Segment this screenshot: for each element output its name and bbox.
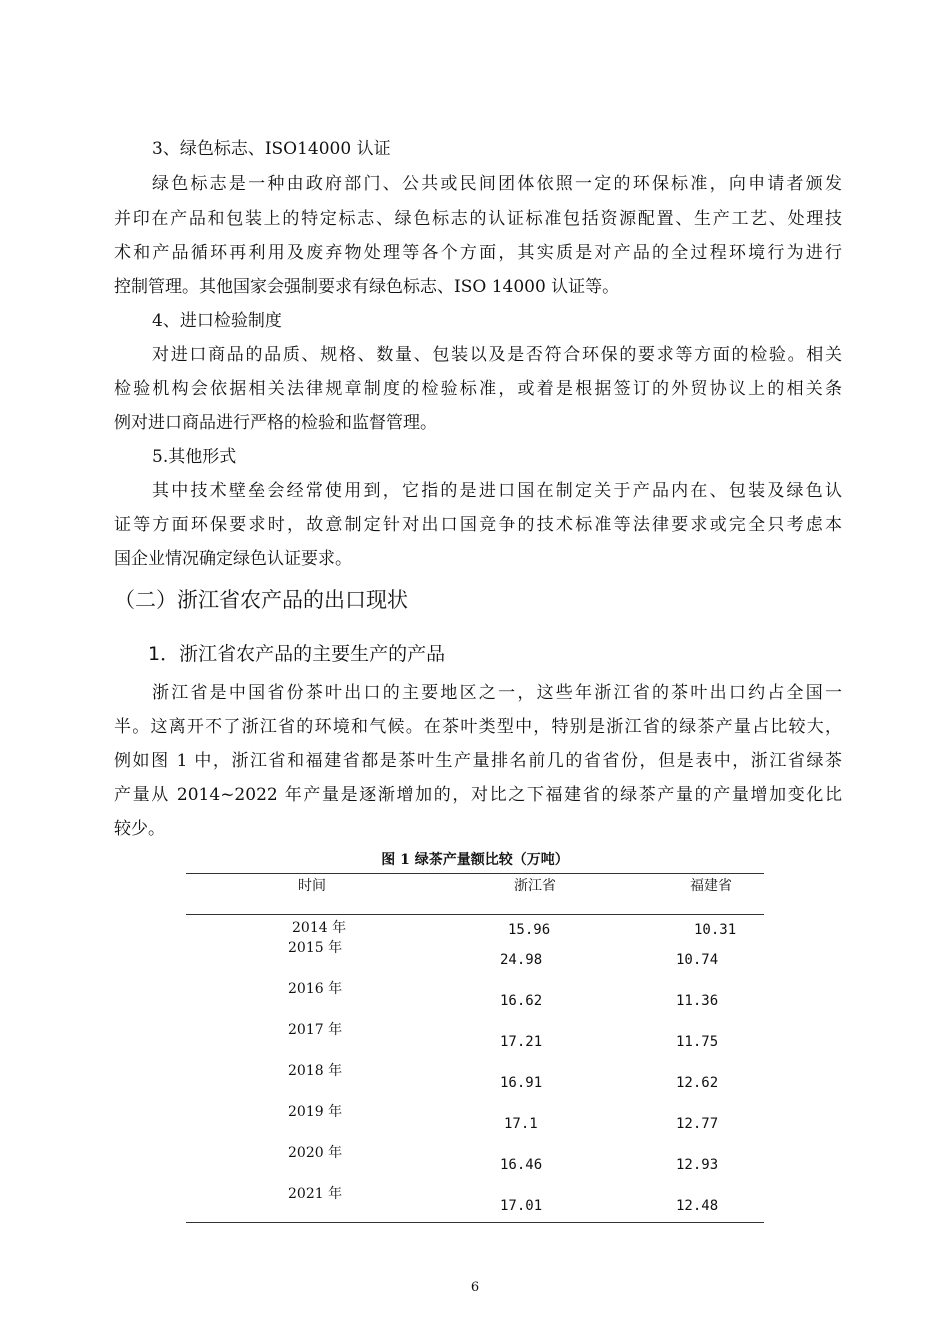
section-3-line-2: 并印在产品和包装上的特定标志、绿色标志的认证标准包括资源配置、生产工艺、处理技 <box>114 209 842 229</box>
table-cell-year: 2015 年 <box>288 940 343 956</box>
table-cell-zhejiang: 24.98 <box>500 952 543 968</box>
table-cell-year: 2014 年 <box>292 920 347 936</box>
table-cell-fujian: 11.36 <box>676 993 719 1009</box>
intro-line-5: 较少。 <box>114 819 165 839</box>
table-header-zhejiang: 浙江省 <box>514 878 556 894</box>
table-cell-zhejiang: 17.21 <box>500 1034 543 1050</box>
sub-heading: 1．浙江省农产品的主要生产的产品 <box>148 643 446 665</box>
table-cell-zhejiang: 15.96 <box>508 922 551 938</box>
intro-line-2: 半。这离开不了浙江省的环境和气候。在茶叶类型中，特别是浙江省的绿茶产量占比较大， <box>114 717 842 737</box>
table-cell-year: 2016 年 <box>288 981 343 997</box>
section-4-line-2: 检验机构会依据相关法律规章制度的检验标准，或着是根据签订的外贸协议上的相关条 <box>114 379 842 399</box>
page-number: 6 <box>470 1280 480 1295</box>
table-caption: 图 1 绿茶产量额比较（万吨） <box>381 852 569 868</box>
chapter-heading: （二）浙江省农产品的出口现状 <box>114 588 408 612</box>
table-cell-year: 2020 年 <box>288 1145 343 1161</box>
table-cell-fujian: 12.48 <box>676 1198 719 1214</box>
table-cell-fujian: 10.74 <box>676 952 719 968</box>
section-4-line-1: 对进口商品的品质、规格、数量、包装以及是否符合环保的要求等方面的检验。相关 <box>152 345 842 365</box>
intro-line-4: 产量从 2014~2022 年产量是逐渐增加的，对比之下福建省的绿茶产量的产量增加变化比 <box>114 785 842 805</box>
table-header-time: 时间 <box>298 878 326 894</box>
table-cell-fujian: 10.31 <box>694 922 737 938</box>
section-4-line-3: 例对进口商品进行严格的检验和监督管理。 <box>114 413 437 433</box>
table-cell-year: 2018 年 <box>288 1063 343 1079</box>
table-cell-zhejiang: 16.91 <box>500 1075 543 1091</box>
table-cell-year: 2021 年 <box>288 1186 343 1202</box>
table-bottom-rule <box>186 1222 764 1223</box>
section-3-line-3: 术和产品循环再利用及废弃物处理等各个方面，其实质是对产品的全过程环境行为进行 <box>114 243 842 263</box>
table-header-fujian: 福建省 <box>690 878 732 894</box>
section-5-heading: 5.其他形式 <box>152 447 237 467</box>
table-cell-fujian: 12.77 <box>676 1116 719 1132</box>
table-cell-year: 2017 年 <box>288 1022 343 1038</box>
intro-line-3: 例如图 1 中，浙江省和福建省都是茶叶生产量排名前几的省省份，但是表中，浙江省绿茶 <box>114 751 842 771</box>
section-4-heading: 4、进口检验制度 <box>152 311 282 331</box>
table-top-rule <box>186 873 764 874</box>
table-header-rule <box>186 914 764 915</box>
section-3-heading: 3、绿色标志、ISO14000 认证 <box>152 139 391 159</box>
table-cell-fujian: 12.62 <box>676 1075 719 1091</box>
section-5-line-3: 国企业情况确定绿色认证要求。 <box>114 549 352 569</box>
section-3-line-1: 绿色标志是一种由政府部门、公共或民间团体依照一定的环保标准，向申请者颁发 <box>152 174 842 194</box>
table-cell-fujian: 12.93 <box>676 1157 719 1173</box>
section-5-line-2: 证等方面环保要求时，故意制定针对出口国竞争的技术标准等法律要求或完全只考虑本 <box>114 515 842 535</box>
section-3-line-4: 控制管理。其他国家会强制要求有绿色标志、ISO 14000 认证等。 <box>114 277 620 297</box>
table-cell-zhejiang: 17.1 <box>504 1116 538 1132</box>
table-cell-year: 2019 年 <box>288 1104 343 1120</box>
table-cell-fujian: 11.75 <box>676 1034 719 1050</box>
intro-line-1: 浙江省是中国省份茶叶出口的主要地区之一，这些年浙江省的茶叶出口约占全国一 <box>152 683 842 703</box>
table-cell-zhejiang: 17.01 <box>500 1198 543 1214</box>
section-5-line-1: 其中技术壁垒会经常使用到，它指的是进口国在制定关于产品内在、包装及绿色认 <box>152 481 842 501</box>
table-cell-zhejiang: 16.62 <box>500 993 543 1009</box>
table-cell-zhejiang: 16.46 <box>500 1157 543 1173</box>
